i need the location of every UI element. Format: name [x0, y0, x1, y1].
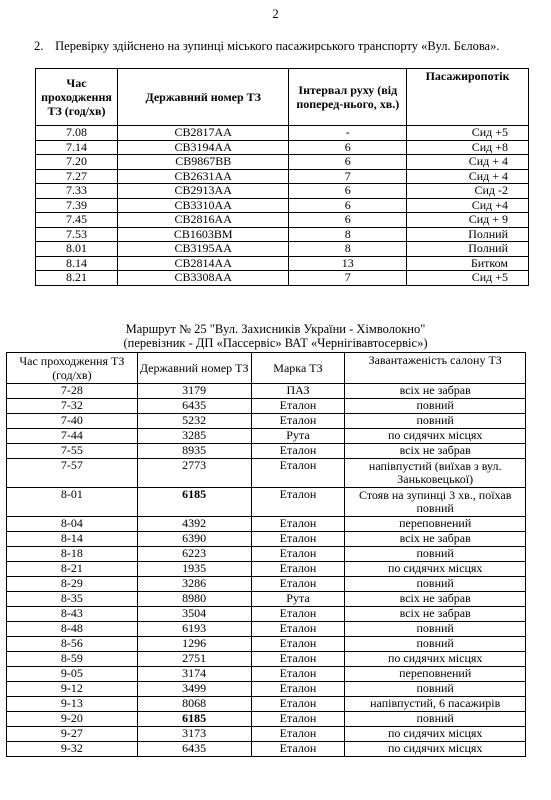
cell-plate: 5232 [137, 414, 251, 429]
cell-time: 7.20 [36, 155, 118, 170]
route-caption [0, 322, 551, 350]
cell-interval: 6 [289, 184, 407, 199]
cell-time: 8.14 [36, 256, 118, 271]
cell-time: 9-27 [7, 727, 138, 742]
cell-passenger-flow: Сид +5 [407, 126, 529, 141]
page-number: 2 [272, 6, 279, 21]
table-row [7, 592, 526, 607]
cell-time: 7.27 [36, 169, 118, 184]
cell-plate: 6193 [137, 622, 251, 637]
cell-time: 7-40 [7, 414, 138, 429]
cell-make: Еталон [251, 547, 345, 562]
cell-passenger-flow: Полний [407, 227, 529, 242]
cell-time: 7-57 [7, 459, 138, 488]
cell-plate: 6390 [137, 532, 251, 547]
cell-time: 7.39 [36, 198, 118, 213]
cell-plate: 3286 [137, 577, 251, 592]
cell-time: 8-14 [7, 532, 138, 547]
cell-time: 7.08 [36, 126, 118, 141]
cell-plate: 4392 [137, 517, 251, 532]
cell-plate: СВ3194АА [117, 140, 288, 155]
cell-load: напівпустий (виїхав з вул. Заньковецької) [345, 459, 526, 488]
route-title: Маршрут № 25 "Вул. Захисників України - Хімволокно" [125, 322, 426, 336]
cell-interval: 7 [289, 169, 407, 184]
cell-plate: СВ2631АА [117, 169, 288, 184]
table-row [7, 712, 526, 727]
header-time: Час проходження ТЗ (год/хв) [36, 69, 118, 126]
cell-plate: СВ1603ВМ [117, 227, 288, 242]
cell-plate: 8068 [137, 697, 251, 712]
intro-paragraph [34, 39, 528, 53]
cell-passenger-flow: Сид +5 [407, 271, 529, 286]
cell-make: Еталон [251, 742, 345, 757]
cell-make: Еталон [251, 532, 345, 547]
cell-time: 8-48 [7, 622, 138, 637]
cell-interval: 6 [289, 140, 407, 155]
cell-interval: 6 [289, 198, 407, 213]
cell-time: 9-05 [7, 667, 138, 682]
cell-plate: СВ3195АА [117, 242, 288, 257]
table-row [7, 727, 526, 742]
cell-load: Стояв на зупинці 3 хв., поїхав повний [345, 488, 526, 517]
cell-load: повний [345, 622, 526, 637]
cell-passenger-flow: Сид + 4 [407, 155, 529, 170]
cell-passenger-flow: Сид +8 [407, 140, 529, 155]
table-row [7, 607, 526, 622]
table-row [36, 126, 529, 141]
cell-time: 8-04 [7, 517, 138, 532]
cell-passenger-flow: Сид -2 [407, 184, 529, 199]
table-header-row [36, 69, 529, 126]
cell-make: Еталон [251, 637, 345, 652]
route-load-table [6, 352, 526, 757]
cell-make: Еталон [251, 697, 345, 712]
cell-time: 7.45 [36, 213, 118, 228]
cell-plate: 1296 [137, 637, 251, 652]
intro-number: 2. [34, 39, 44, 53]
cell-make: Еталон [251, 459, 345, 488]
cell-plate: СВ2817АА [117, 126, 288, 141]
header-make: Марка ТЗ [251, 353, 345, 384]
cell-load: по сидячих місцях [345, 652, 526, 667]
cell-plate: СВ2816АА [117, 213, 288, 228]
cell-time: 7-44 [7, 429, 138, 444]
table-row [36, 198, 529, 213]
table-row [7, 517, 526, 532]
cell-time: 7-28 [7, 384, 138, 399]
cell-passenger-flow: Сид + 4 [407, 169, 529, 184]
cell-time: 7.33 [36, 184, 118, 199]
table-row [7, 444, 526, 459]
cell-load: по сидячих місцях [345, 727, 526, 742]
cell-time: 9-32 [7, 742, 138, 757]
cell-time: 8-43 [7, 607, 138, 622]
cell-make: Еталон [251, 517, 345, 532]
cell-plate: СВ9867ВВ [117, 155, 288, 170]
cell-load: повний [345, 712, 526, 727]
table-row [36, 155, 529, 170]
cell-load: повний [345, 637, 526, 652]
header-time: Час проходження ТЗ (год/хв) [7, 353, 138, 384]
cell-time: 8-59 [7, 652, 138, 667]
cell-time: 7-55 [7, 444, 138, 459]
cell-plate: 2773 [137, 459, 251, 488]
cell-plate: 6435 [137, 399, 251, 414]
cell-interval: 8 [289, 227, 407, 242]
cell-time: 8-18 [7, 547, 138, 562]
cell-plate: 6223 [137, 547, 251, 562]
table-row [7, 488, 526, 517]
cell-plate: 3179 [137, 384, 251, 399]
cell-make: Рута [251, 429, 345, 444]
cell-time: 9-20 [7, 712, 138, 727]
cell-make: Еталон [251, 607, 345, 622]
table-row [7, 577, 526, 592]
cell-plate: 1935 [137, 562, 251, 577]
table-row [36, 140, 529, 155]
cell-load: напівпустий, 6 пасажирів [345, 697, 526, 712]
cell-time: 8.21 [36, 271, 118, 286]
cell-load: всіх не забрав [345, 592, 526, 607]
table-row [7, 637, 526, 652]
cell-load: повний [345, 547, 526, 562]
cell-load: всіх не забрав [345, 384, 526, 399]
cell-make: Еталон [251, 652, 345, 667]
cell-time: 8-01 [7, 488, 138, 517]
table-row [7, 384, 526, 399]
cell-interval: 6 [289, 155, 407, 170]
cell-make: Еталон [251, 727, 345, 742]
intro-text: Перевірку здійснено на зупинці міського пасажирського транспорту «Вул. Бєлова». [55, 39, 500, 53]
cell-plate: 3173 [137, 727, 251, 742]
cell-plate: 3504 [137, 607, 251, 622]
cell-time: 8-56 [7, 637, 138, 652]
cell-plate: СВ2913АА [117, 184, 288, 199]
cell-interval: 7 [289, 271, 407, 286]
header-load: Завантаженість салону ТЗ [345, 353, 526, 384]
table-row [36, 184, 529, 199]
cell-load: повний [345, 682, 526, 697]
cell-make: Еталон [251, 577, 345, 592]
cell-load: переповнений [345, 517, 526, 532]
table-row [36, 271, 529, 286]
cell-load: по сидячих місцях [345, 562, 526, 577]
header-interval: Інтервал руху (від поперед-нього, хв.) [289, 69, 407, 126]
cell-plate: СВ3308АА [117, 271, 288, 286]
cell-make: Еталон [251, 682, 345, 697]
cell-make: Еталон [251, 667, 345, 682]
cell-passenger-flow: Битком [407, 256, 529, 271]
cell-plate: 2751 [137, 652, 251, 667]
stop-observation-table [35, 68, 529, 286]
cell-make: ПАЗ [251, 384, 345, 399]
cell-make: Еталон [251, 488, 345, 517]
table-row [7, 652, 526, 667]
cell-time: 9-12 [7, 682, 138, 697]
table-row [7, 682, 526, 697]
table-row [7, 562, 526, 577]
table-row [7, 667, 526, 682]
cell-load: переповнений [345, 667, 526, 682]
cell-plate: 6185 [137, 488, 251, 517]
cell-load: всіх не забрав [345, 607, 526, 622]
table-row [36, 213, 529, 228]
cell-time: 9-13 [7, 697, 138, 712]
cell-make: Еталон [251, 414, 345, 429]
table-row [7, 399, 526, 414]
cell-plate: СВ2814АА [117, 256, 288, 271]
cell-load: по сидячих місцях [345, 429, 526, 444]
table-row [36, 242, 529, 257]
table-row [7, 414, 526, 429]
cell-interval: 6 [289, 213, 407, 228]
table-row [7, 547, 526, 562]
cell-plate: 6185 [137, 712, 251, 727]
cell-interval: 13 [289, 256, 407, 271]
cell-time: 8-21 [7, 562, 138, 577]
table-header-row [7, 353, 526, 384]
cell-make: Еталон [251, 562, 345, 577]
cell-time: 7.14 [36, 140, 118, 155]
table-row [7, 697, 526, 712]
table-row [36, 227, 529, 242]
cell-load: повний [345, 399, 526, 414]
cell-passenger-flow: Сид +4 [407, 198, 529, 213]
cell-load: по сидячих місцях [345, 742, 526, 757]
table-row [36, 256, 529, 271]
table-row [7, 742, 526, 757]
table-row [7, 622, 526, 637]
cell-make: Рута [251, 592, 345, 607]
route-subtitle: (перевізник - ДП «Пассервіс» ВАТ «Чернігівавтосервіс») [123, 336, 428, 350]
cell-plate: 6435 [137, 742, 251, 757]
table-row [7, 429, 526, 444]
cell-plate: 3285 [137, 429, 251, 444]
header-plate: Державний номер ТЗ [137, 353, 251, 384]
cell-plate: 8980 [137, 592, 251, 607]
cell-time: 8-35 [7, 592, 138, 607]
cell-make: Еталон [251, 622, 345, 637]
cell-load: повний [345, 577, 526, 592]
cell-load: повний [345, 414, 526, 429]
cell-interval: - [289, 126, 407, 141]
table-row [7, 532, 526, 547]
table-row [7, 459, 526, 488]
header-passenger-flow: Пасажиропотік [407, 69, 529, 126]
cell-load: всіх не забрав [345, 444, 526, 459]
cell-time: 8-29 [7, 577, 138, 592]
cell-passenger-flow: Полний [407, 242, 529, 257]
cell-time: 7.53 [36, 227, 118, 242]
cell-plate: СВ3310АА [117, 198, 288, 213]
cell-load: всіх не забрав [345, 532, 526, 547]
cell-time: 7-32 [7, 399, 138, 414]
cell-plate: 8935 [137, 444, 251, 459]
cell-time: 8.01 [36, 242, 118, 257]
cell-plate: 3174 [137, 667, 251, 682]
cell-make: Еталон [251, 444, 345, 459]
cell-interval: 8 [289, 242, 407, 257]
cell-passenger-flow: Сид + 9 [407, 213, 529, 228]
cell-make: Еталон [251, 399, 345, 414]
table-row [36, 169, 529, 184]
cell-make: Еталон [251, 712, 345, 727]
cell-plate: 3499 [137, 682, 251, 697]
header-plate: Державний номер ТЗ [117, 69, 288, 126]
